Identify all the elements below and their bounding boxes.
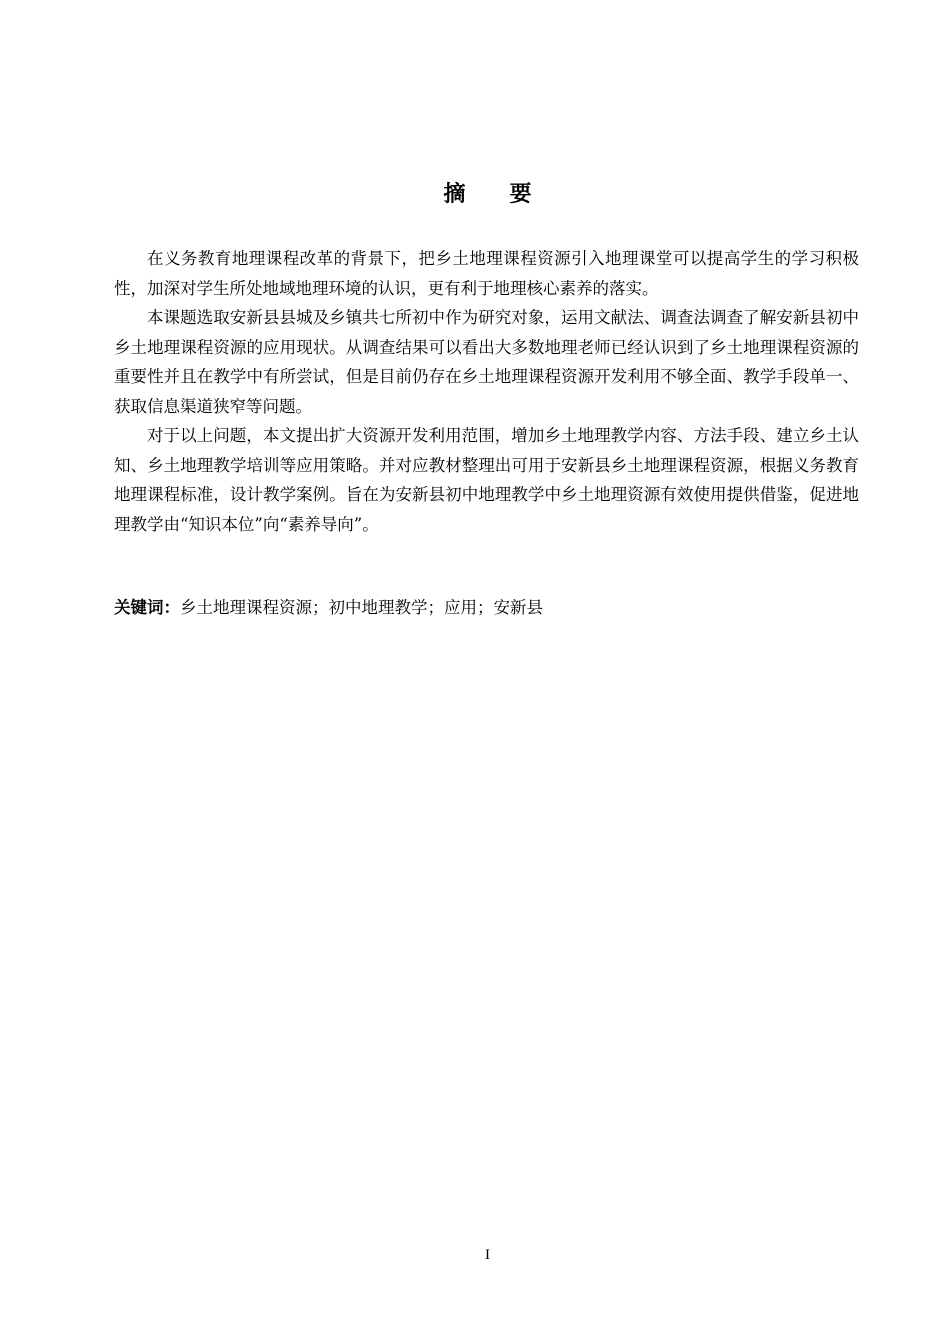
abstract-body — [114, 244, 859, 539]
keywords-label: 关键词： — [114, 598, 180, 617]
abstract-paragraph-1: 在义务教育地理课程改革的背景下，把乡土地理课程资源引入地理课堂可以提高学生的学习积极性，加深对学生所处地域地理环境的认识，更有利于地理核心素养的落实。 — [114, 249, 859, 298]
keywords-text: 乡土地理课程资源；初中地理教学；应用；安新县 — [180, 598, 543, 617]
page-number: I — [485, 1247, 490, 1263]
page-title: 摘 要 — [443, 182, 532, 207]
abstract-paragraph-2: 本课题选取安新县县城及乡镇共七所初中作为研究对象，运用文献法、调查法调查了解安新县初中乡土地理课程资源的应用现状。从调查结果可以看出大多数地理老师已经认识到了乡土地理课程资源的重要性并且在教学中有所尝试，但是目前仍存在乡土地理课程资源开发利用不够全面、教学手段单一、获取信息渠道狭窄等问题。 — [114, 308, 859, 416]
keywords-line — [114, 593, 859, 623]
abstract-paragraph-3: 对于以上问题，本文提出扩大资源开发利用范围，增加乡土地理教学内容、方法手段、建立乡土认知、乡土地理教学培训等应用策略。并对应教材整理出可用于安新县乡土地理课程资源，根据义务教育地理课程标准，设计教学案例。旨在为安新县初中地理教学中乡土地理资源有效使用提供借鉴，促进地理教学由“知识本位”向“素养导向”。 — [114, 426, 859, 534]
